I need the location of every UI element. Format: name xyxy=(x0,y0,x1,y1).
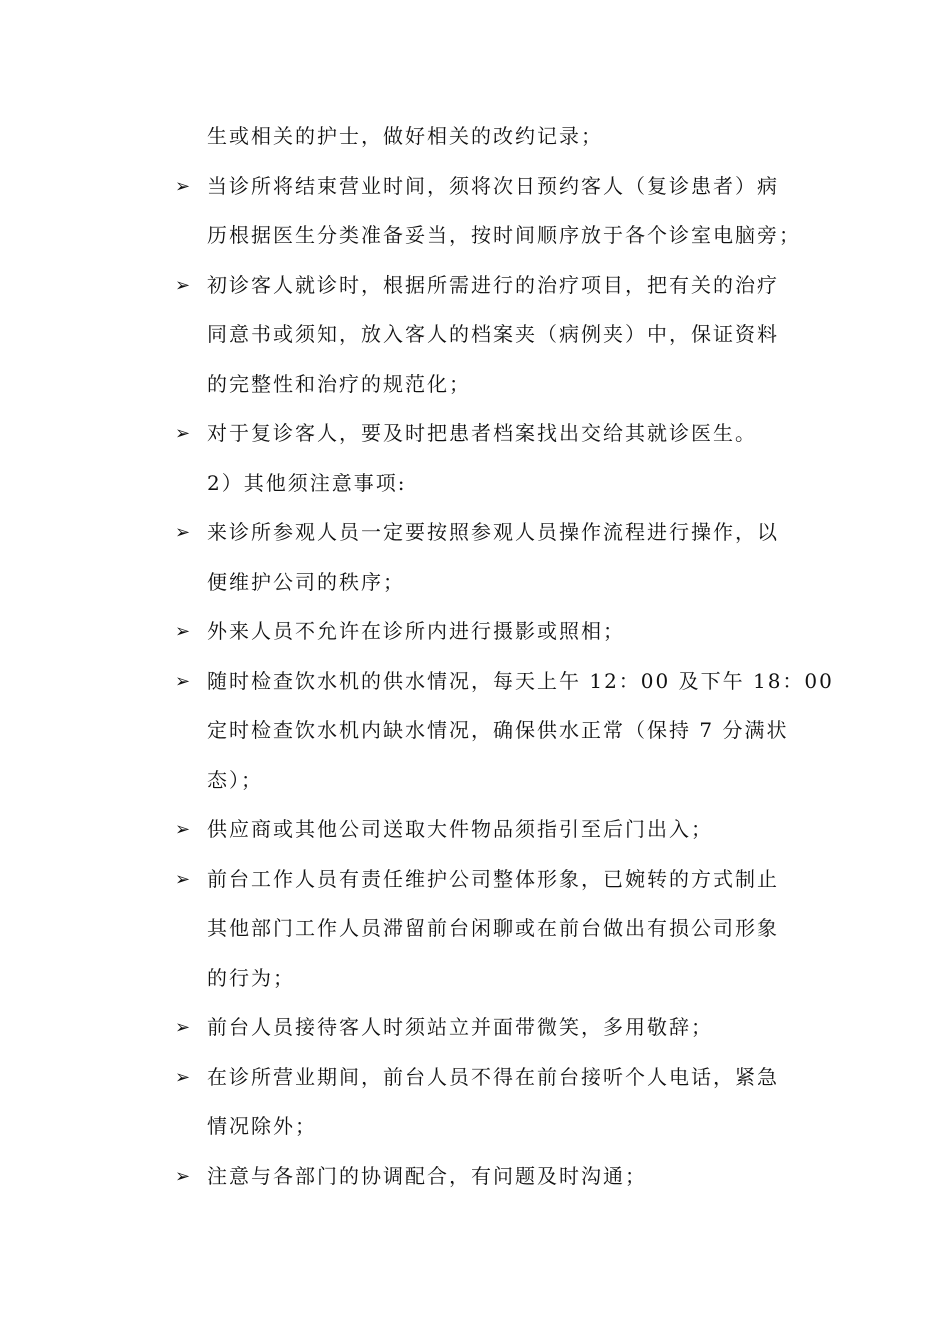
text-line xyxy=(175,558,815,608)
line-text: 供应商或其他公司送取大件物品须指引至后门出入； xyxy=(207,817,713,841)
arrowhead-bullet-icon: ➢ xyxy=(175,670,193,692)
line-text: 生或相关的护士，做好相关的改约记录； xyxy=(207,124,603,148)
arrowhead-bullet-icon: ➢ xyxy=(175,522,193,543)
list-item xyxy=(175,1152,815,1202)
line-text: 当诊所将结束营业时间，须将次日预约客人（复诊患者）病 xyxy=(207,173,779,198)
arrowhead-bullet-icon: ➢ xyxy=(175,423,193,444)
document-body xyxy=(175,112,834,1201)
text-line xyxy=(175,706,815,756)
line-text: 定时检查饮水机内缺水情况，确保供水正常（保持 7 分满状 xyxy=(207,718,789,742)
arrowhead-bullet-icon: ➢ xyxy=(175,621,193,642)
line-text: 外来人员不允许在诊所内进行摄影或照相； xyxy=(207,619,625,643)
line-text: 的行为； xyxy=(207,965,295,990)
list-item xyxy=(175,657,834,707)
list-item xyxy=(175,607,815,657)
line-text: 对于复诊客人，要及时把患者档案找出交给其就诊医生。 xyxy=(207,421,757,445)
list-item xyxy=(175,805,815,855)
line-text: 同意书或须知，放入客人的档案夹（病例夹）中，保证资料 xyxy=(207,322,779,346)
line-text: 前台人员接待客人时须站立并面带微笑，多用敬辞； xyxy=(207,1015,713,1039)
line-text: 初诊客人就诊时，根据所需进行的治疗项目，把有关的治疗 xyxy=(207,272,779,297)
list-item xyxy=(175,855,815,905)
arrowhead-bullet-icon: ➢ xyxy=(175,868,193,890)
list-item xyxy=(175,1003,815,1053)
arrowhead-bullet-icon: ➢ xyxy=(175,274,193,296)
list-item xyxy=(175,409,815,459)
line-text: 随时检查饮水机的供水情况，每天上午 12：00 及下午 18：00 xyxy=(207,668,834,693)
arrowhead-bullet-icon: ➢ xyxy=(175,1066,193,1088)
line-text: 前台工作人员有责任维护公司整体形象，已婉转的方式制止 xyxy=(207,866,779,891)
line-text: 态）； xyxy=(207,767,263,792)
text-line xyxy=(175,211,815,261)
arrowhead-bullet-icon: ➢ xyxy=(175,1017,193,1038)
line-text: 来诊所参观人员一定要按照参观人员操作流程进行操作，以 xyxy=(207,520,779,544)
text-line xyxy=(175,310,815,360)
list-item xyxy=(175,261,815,311)
list-item xyxy=(175,1053,815,1103)
line-text: 在诊所营业期间，前台人员不得在前台接听个人电话，紧急 xyxy=(207,1064,779,1089)
line-text: 其他部门工作人员滞留前台闲聊或在前台做出有损公司形象 xyxy=(207,916,779,940)
list-item xyxy=(175,508,815,558)
line-text: 2）其他须注意事项: xyxy=(207,470,407,495)
line-text: 历根据医生分类准备妥当，按时间顺序放于各个诊室电脑旁； xyxy=(207,223,801,247)
text-line xyxy=(175,360,815,410)
text-line xyxy=(175,756,815,806)
text-line xyxy=(175,904,815,954)
text-line xyxy=(175,459,815,509)
line-text: 情况除外； xyxy=(207,1114,317,1138)
line-text: 注意与各部门的协调配合，有问题及时沟通； xyxy=(207,1163,647,1188)
arrowhead-bullet-icon: ➢ xyxy=(175,819,193,840)
line-text: 的完整性和治疗的规范化； xyxy=(207,371,471,396)
line-text: 便维护公司的秩序； xyxy=(207,569,405,594)
list-item xyxy=(175,162,815,212)
text-line xyxy=(175,954,815,1004)
text-line xyxy=(175,1102,815,1152)
text-line xyxy=(175,112,815,162)
arrowhead-bullet-icon: ➢ xyxy=(175,1165,193,1187)
arrowhead-bullet-icon: ➢ xyxy=(175,175,193,197)
